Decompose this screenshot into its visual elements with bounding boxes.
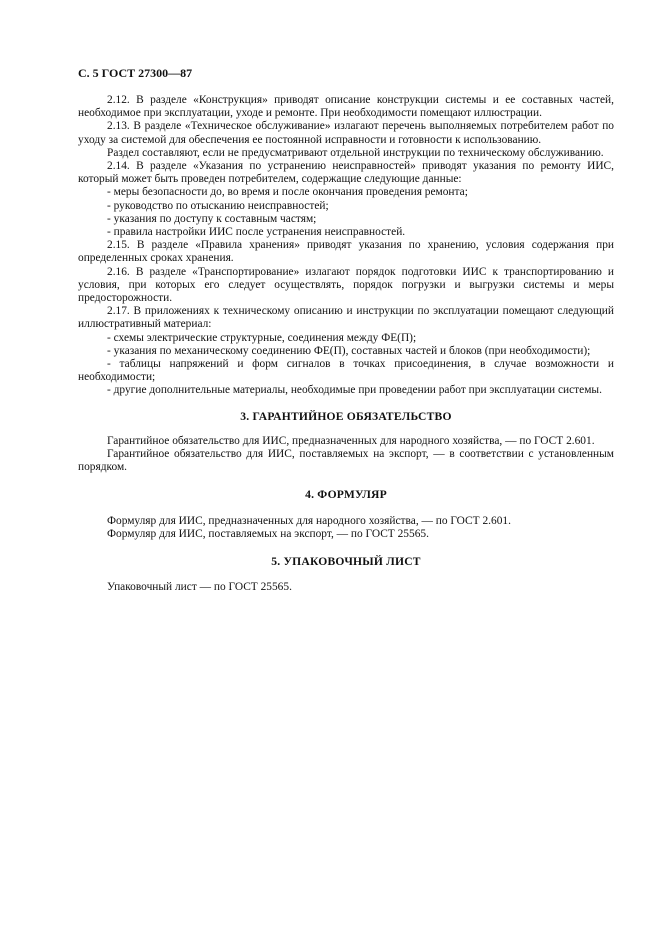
list-item: - указания по доступу к составным частям; <box>107 212 317 225</box>
section-2-continuation <box>78 94 614 398</box>
paragraph-2-13: 2.13. В разделе «Техническое обслуживание» излагают перечень выполняемых потребителем работ по уходу за системой для обеспечения ее постоянной исправности и готовности к использованию. <box>78 120 614 146</box>
section-5-paragraph: Упаковочный лист — по ГОСТ 25565. <box>107 581 292 594</box>
paragraph-2-13-note: Раздел составляют, если не предусматривают отдельной инструкции по техническому обслуживанию. <box>107 146 604 159</box>
section-4-paragraph: Формуляр для ИИС, поставляемых на экспорт, — по ГОСТ 25565. <box>107 527 429 540</box>
section-3-paragraph: Гарантийное обязательство для ИИС, поставляемых на экспорт, — в соответствии с установленным порядком. <box>78 448 614 474</box>
paragraph-2-15: 2.15. В разделе «Правила хранения» приводят указания по хранению, условия содержания при определенных сроках хранения. <box>78 239 614 265</box>
list-item: - указания по механическому соединению ФЕ(П), составных частей и блоков (при необходимости); <box>107 344 591 357</box>
document-body <box>78 94 614 595</box>
page-header: С. 5 ГОСТ 27300—87 <box>78 66 193 80</box>
list-item: - руководство по отысканию неисправностей; <box>107 199 329 212</box>
section-4-title: 4. ФОРМУЛЯР <box>305 488 387 502</box>
section-4-paragraph: Формуляр для ИИС, предназначенных для народного хозяйства, — по ГОСТ 2.601. <box>107 514 511 527</box>
section-3-title: 3. ГАРАНТИЙНОЕ ОБЯЗАТЕЛЬСТВО <box>240 409 452 423</box>
list-item: - схемы электрические структурные, соединения между ФЕ(П); <box>107 331 417 344</box>
paragraph-2-12: 2.12. В разделе «Конструкция» приводят описание конструкции системы и ее составных частей, необходимое при эксплуатации, уходе и ремонте. При необходимости помещают иллюстрации. <box>78 94 614 120</box>
section-3-paragraph: Гарантийное обязательство для ИИС, предназначенных для народного хозяйства, — по ГОСТ 2.601. <box>107 434 595 447</box>
list-item: - меры безопасности до, во время и после окончания проведения ремонта; <box>107 186 468 199</box>
paragraph-2-17: 2.17. В приложениях к техническому описанию и инструкции по эксплуатации помещают следующий иллюстративный материал: <box>78 305 614 331</box>
section-5-title: 5. УПАКОВОЧНЫЙ ЛИСТ <box>271 555 421 569</box>
list-item: - таблицы напряжений и форм сигналов в точках присоединения, в случае возможности и необходимости; <box>78 358 614 384</box>
list-item: - правила настройки ИИС после устранения неисправностей. <box>107 226 406 239</box>
list-item: - другие дополнительные материалы, необходимые при проведении работ при эксплуатации системы. <box>107 384 602 397</box>
paragraph-2-16: 2.16. В разделе «Транспортирование» излагают порядок подготовки ИИС к транспортированию и условия, при которых его следует осуществлять, порядок погрузки и выгрузки системы и меры предосторожности. <box>78 265 614 305</box>
paragraph-2-14: 2.14. В разделе «Указания по устранению неисправностей» приводят указания по ремонту ИИС, который может быть проведен потребителем, содержащие следующие данные: <box>78 160 614 186</box>
